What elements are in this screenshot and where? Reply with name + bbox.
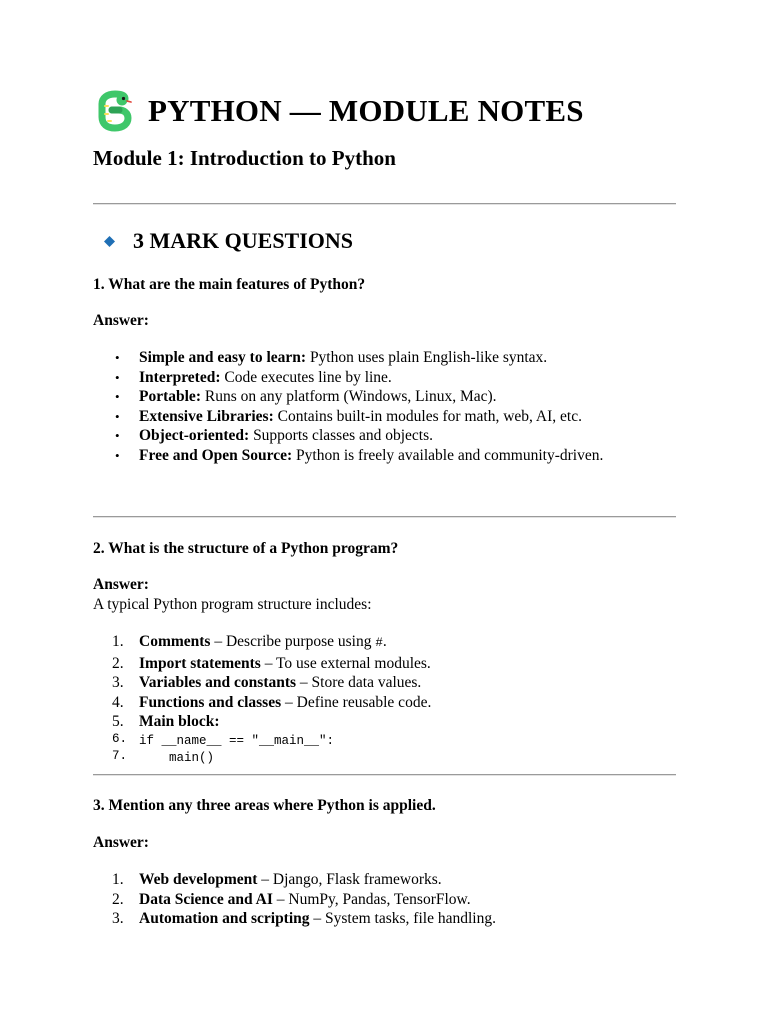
- list-item: 4. Functions and classes – Define reusable code.: [112, 693, 432, 711]
- list-item: • Free and Open Source: Python is freely available and community-driven.: [115, 446, 604, 464]
- divider: [93, 774, 676, 776]
- answer-label: Answer:: [93, 312, 149, 329]
- list-item: • Simple and easy to learn: Python uses plain English-like syntax.: [115, 349, 548, 366]
- code-line: 6. if __name__ == "__main__":: [112, 731, 335, 748]
- list-item: 3. Automation and scripting – System tasks, file handling.: [112, 910, 496, 927]
- divider: [93, 203, 676, 205]
- answer-label: Answer:: [93, 576, 149, 593]
- list-item: 1. Web development – Django, Flask frameworks.: [112, 871, 442, 888]
- inline-code: #: [375, 636, 383, 650]
- code-line: 7. main(): [112, 748, 215, 765]
- list-item: 5. Main block:: [112, 713, 220, 730]
- question-3: 3. Mention any three areas where Python is applied.: [93, 797, 436, 814]
- structure-list: [94, 632, 431, 766]
- feature-list: [94, 348, 649, 465]
- title-row: [94, 90, 584, 132]
- module-title: Module 1: Introduction to Python: [93, 146, 396, 170]
- applications-list: [94, 870, 496, 929]
- document-title: PYTHON — MODULE NOTES: [148, 93, 584, 128]
- section-heading: [104, 228, 353, 254]
- answer-label: Answer:: [93, 834, 149, 851]
- divider: [93, 516, 676, 518]
- list-item: 3. Variables and constants – Store data values.: [112, 674, 422, 691]
- list-item: • Interpreted: Code executes line by line.: [115, 368, 392, 386]
- question-1: 1. What are the main features of Python?: [93, 276, 366, 293]
- list-item: 2. Data Science and AI – NumPy, Pandas, TensorFlow.: [112, 890, 471, 908]
- question-2: 2. What is the structure of a Python program?: [93, 540, 399, 557]
- answer-intro: A typical Python program structure includes:: [93, 596, 372, 613]
- diamond-icon: [104, 236, 115, 247]
- list-item: • Portable: Runs on any platform (Windows, Linux, Mac).: [115, 388, 497, 405]
- list-item: 1. Comments – Describe purpose using #.: [112, 633, 387, 650]
- section-title: 3 MARK QUESTIONS: [133, 228, 354, 253]
- list-item: • Object-oriented: Supports classes and objects.: [115, 427, 434, 444]
- list-item: • Extensive Libraries: Contains built-in modules for math, web, AI, etc.: [115, 407, 582, 425]
- list-item: 2. Import statements – To use external modules.: [112, 654, 431, 672]
- python-snake-icon: [94, 90, 136, 132]
